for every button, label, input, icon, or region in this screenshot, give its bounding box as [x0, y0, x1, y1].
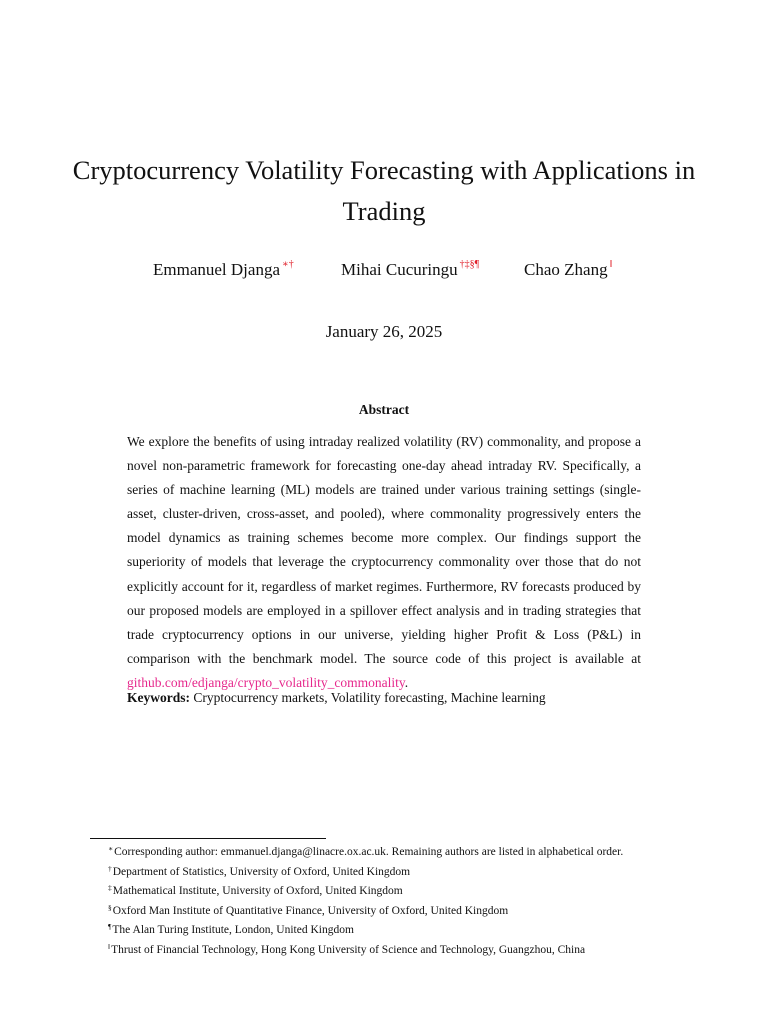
keywords-label: Keywords: [127, 690, 190, 705]
footnote [108, 919, 708, 939]
footnote [108, 939, 708, 959]
keywords-text: Cryptocurrency markets, Volatility forecasting, Machine learning [193, 690, 546, 705]
footnote [108, 841, 708, 861]
footnote-mark: ∗ [108, 844, 114, 853]
footnote-text: Mathematical Institute, University of Oxford, United Kingdom [112, 885, 403, 897]
author-affiliation-marks: ∗† [282, 259, 294, 270]
footnote-mark: ¶ [108, 922, 112, 931]
author-name: Emmanuel Djanga [153, 260, 280, 279]
keywords-line [127, 686, 641, 710]
author-1 [153, 253, 294, 282]
abstract-body [127, 430, 641, 695]
footnote-text: The Alan Turing Institute, London, United Kingdom [112, 924, 354, 936]
footnote-mark: ‡ [108, 883, 112, 892]
author-2 [341, 253, 479, 282]
footnotes [108, 841, 708, 958]
footnote-text: Corresponding author: emmanuel.djanga@linacre.ox.ac.uk. Remaining authors are listed in alphabetical order. [114, 846, 624, 858]
footnote [108, 900, 708, 920]
author-name: Chao Zhang [524, 260, 608, 279]
footnote [108, 861, 708, 881]
author-3 [524, 253, 612, 282]
paper-title: Cryptocurrency Volatility Forecasting with Applications in Trading [72, 155, 696, 226]
author-name: Mihai Cucuringu [341, 260, 458, 279]
author-affiliation-marks: †‡§¶ [459, 259, 480, 270]
author-affiliation-marks: ‖ [609, 259, 613, 270]
footnote-mark: § [108, 902, 112, 912]
footnote-divider [90, 838, 326, 839]
github-link[interactable]: github.com/edjanga/crypto_volatility_commonality [127, 674, 405, 690]
abstract-heading: Abstract [358, 402, 410, 417]
abstract-end: . [404, 674, 409, 690]
footnote-mark: ‖ [108, 941, 111, 951]
footnote-text: Department of Statistics, University of Oxford, United Kingdom [112, 865, 411, 878]
publication-date: January 26, 2025 [325, 322, 443, 341]
abstract-text: We explore the benefits of using intraday realized volatility (RV) commonality, and propose a novel non-parametric framework for forecasting one-day ahead intraday RV. Specifically, a series of machine learning (ML) models are trained under various training settings (single-asset, cluster-driven, cross-asset, and pooled), where commonality progressively enters the model dynamics as training schemes become more complex. Our findings support the superiority of models that leverage the cryptocurrency commonality over those that do not explicitly account for it, regardless of market regimes. Furthermore, RV forecasts produced by our proposed models are employed in a spillover effect analysis and in trading strategies that trade cryptocurrency options in our universe, yielding higher Profit & Loss (P&L) in comparison with the benchmark model. The source code of this project is available at [127, 434, 641, 666]
footnote-mark: † [108, 863, 112, 873]
footnote [108, 880, 708, 900]
footnote-text: Oxford Man Institute of Quantitative Finance, University of Oxford, United Kingdom [112, 904, 509, 917]
footnote-text: Thrust of Financial Technology, Hong Kong University of Science and Technology, Guangzhou, China [111, 943, 586, 956]
